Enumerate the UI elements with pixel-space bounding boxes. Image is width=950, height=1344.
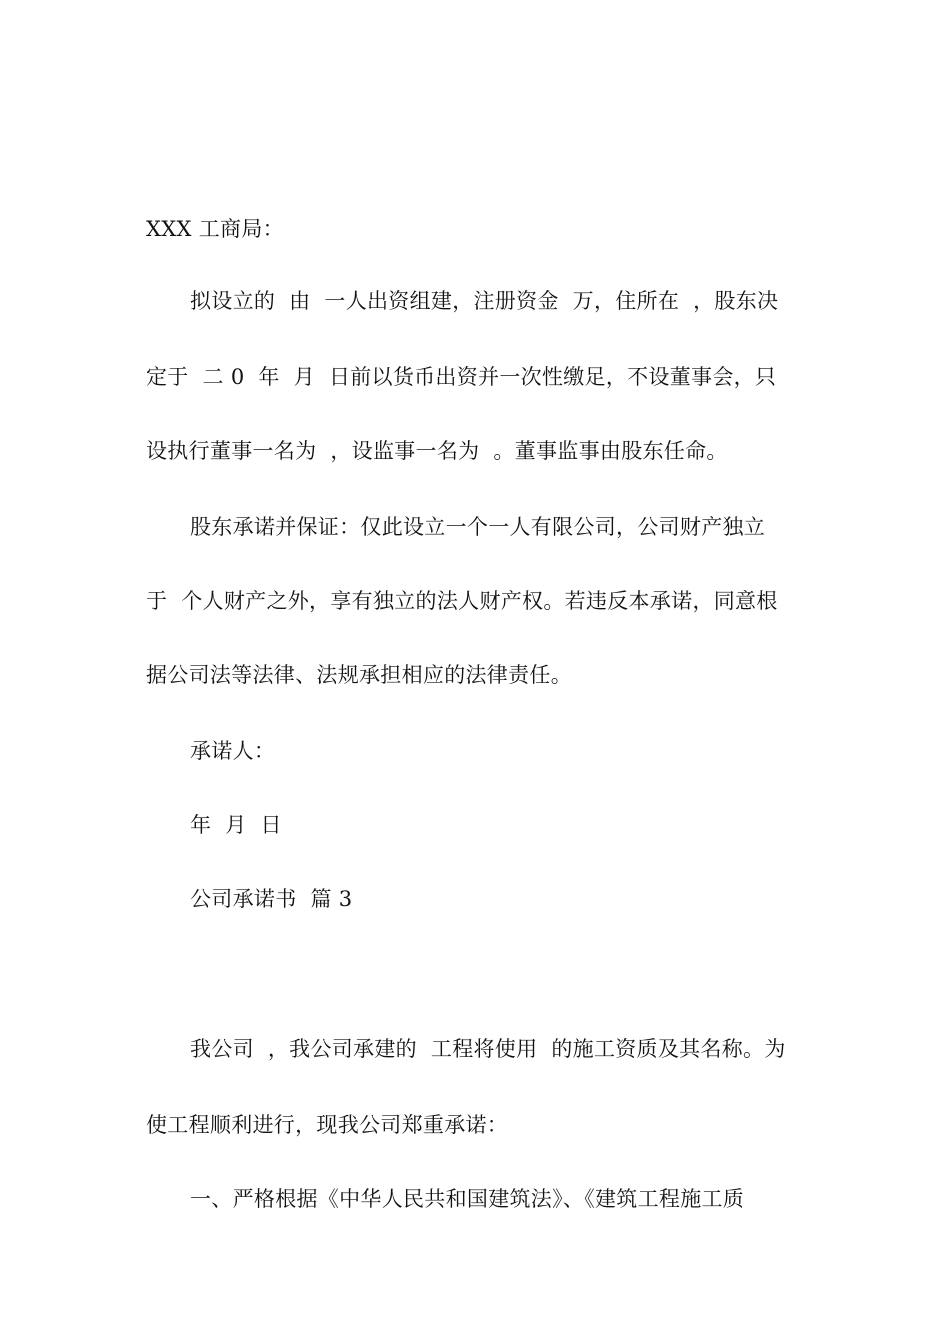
paragraph-2-line-3: 据公司法等法律、法规承担相应的法律责任。 (146, 663, 572, 687)
paragraph-2-line-2: 于 个人财产之外，享有独立的法人财产权。若违反本承诺，同意根 (146, 589, 778, 613)
paragraph-3-line-2: 使工程顺利进行，现我公司郑重承诺： (146, 1113, 509, 1137)
paragraph-4-line-1: 一、严格根据《中华人民共和国建筑法》、《建筑工程施工质 (190, 1187, 745, 1211)
paragraph-2-line-1: 股东承诺并保证：仅此设立一个一人有限公司，公司财产独立 (190, 515, 766, 539)
paragraph-1-line-2: 定于 二 0 年 月 日前以货币出资并一次性缴足，不设董事会，只 (146, 365, 777, 389)
salutation: XXX 工商局： (146, 217, 284, 241)
section-title: 公司承诺书 篇 3 (190, 887, 353, 911)
paragraph-1-line-3: 设执行董事一名为 ，设监事一名为 。董事监事由股东任命。 (146, 439, 728, 463)
paragraph-1-line-1: 拟设立的 由 一人出资组建，注册资金 万，住所在 ，股东决 (190, 289, 779, 313)
date-line: 年 月 日 (190, 813, 282, 837)
paragraph-3-line-1: 我公司 ，我公司承建的 工程将使用 的施工资质及其名称。为 (190, 1037, 786, 1061)
signer-label: 承诺人： (190, 739, 276, 763)
